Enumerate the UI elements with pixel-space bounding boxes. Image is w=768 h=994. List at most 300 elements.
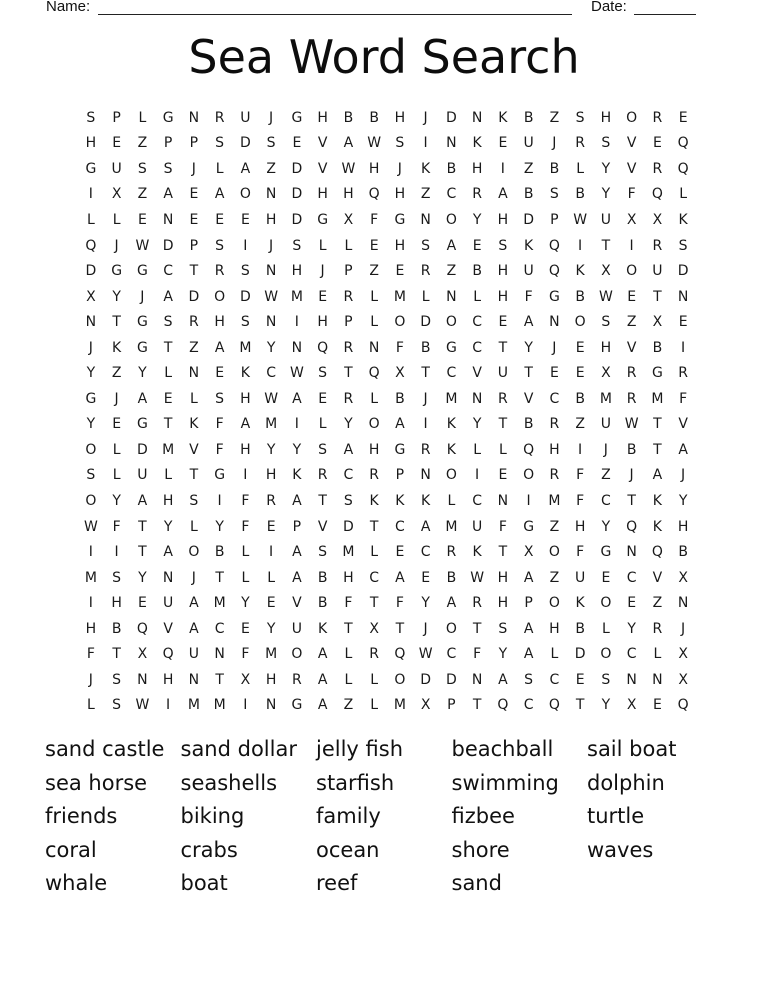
grid-letter[interactable]: C xyxy=(549,390,560,407)
grid-letter[interactable]: I xyxy=(114,544,119,561)
grid-letter[interactable]: O xyxy=(394,314,406,331)
grid-letter[interactable]: E xyxy=(215,211,225,228)
grid-letter[interactable]: E xyxy=(369,237,379,254)
grid-letter[interactable]: F xyxy=(473,646,482,663)
grid-letter[interactable]: K xyxy=(395,492,405,509)
grid-letter[interactable]: V xyxy=(652,569,663,586)
grid-letter[interactable]: A xyxy=(343,135,354,152)
grid-letter[interactable]: X xyxy=(652,314,663,331)
grid-letter[interactable]: Q xyxy=(677,160,689,177)
grid-letter[interactable]: P xyxy=(344,263,353,280)
grid-letter[interactable]: B xyxy=(343,109,354,126)
grid-letter[interactable]: X xyxy=(601,263,611,280)
grid-letter[interactable]: G xyxy=(136,263,148,280)
grid-letter[interactable]: O xyxy=(445,211,457,228)
grid-letter[interactable]: V xyxy=(292,595,302,612)
grid-letter[interactable]: D xyxy=(239,135,251,152)
grid-letter[interactable]: X xyxy=(86,288,96,305)
grid-letter[interactable]: A xyxy=(317,646,328,663)
grid-letter[interactable]: Y xyxy=(472,211,482,228)
grid-letter[interactable]: R xyxy=(369,467,379,484)
grid-letter[interactable]: N xyxy=(626,544,637,561)
grid-letter[interactable]: L xyxy=(344,646,353,663)
grid-letter[interactable]: E xyxy=(189,186,199,203)
grid-letter[interactable]: P xyxy=(292,518,302,535)
grid-letter[interactable]: B xyxy=(214,544,225,561)
grid-letter[interactable]: X xyxy=(369,620,379,637)
grid-letter[interactable]: O xyxy=(291,646,303,663)
grid-letter[interactable]: E xyxy=(240,620,250,637)
grid-letter[interactable]: T xyxy=(163,339,173,356)
grid-letter[interactable]: E xyxy=(575,671,585,688)
grid-letter[interactable]: T xyxy=(112,314,121,331)
grid-letter[interactable]: J xyxy=(552,339,557,356)
grid-letter[interactable]: Z xyxy=(549,569,560,586)
grid-letter[interactable]: E xyxy=(266,595,276,612)
grid-letter[interactable]: Q xyxy=(626,518,638,535)
grid-letter[interactable]: A xyxy=(214,186,225,203)
grid-letter[interactable]: L xyxy=(164,467,173,484)
grid-letter[interactable]: H xyxy=(471,160,483,177)
grid-letter[interactable]: G xyxy=(136,339,148,356)
grid-letter[interactable]: A xyxy=(678,441,688,458)
grid-letter[interactable]: J xyxy=(423,620,428,637)
grid-letter[interactable]: B xyxy=(575,288,585,305)
grid-letter[interactable]: A xyxy=(498,186,508,203)
grid-letter[interactable]: E xyxy=(652,135,662,152)
grid-letter[interactable]: R xyxy=(626,390,637,407)
grid-letter[interactable]: M xyxy=(162,441,175,458)
grid-letter[interactable]: R xyxy=(498,390,508,407)
grid-letter[interactable]: C xyxy=(600,492,611,509)
grid-letter[interactable]: T xyxy=(498,339,508,356)
grid-letter[interactable]: E xyxy=(678,109,688,126)
grid-letter[interactable]: S xyxy=(318,441,328,458)
grid-letter[interactable]: T xyxy=(189,467,199,484)
grid-letter[interactable]: X xyxy=(678,569,688,586)
grid-letter[interactable]: I xyxy=(269,544,274,561)
grid-letter[interactable]: M xyxy=(213,697,226,714)
grid-letter[interactable]: R xyxy=(678,365,688,382)
grid-letter[interactable]: Q xyxy=(85,237,97,254)
grid-letter[interactable]: S xyxy=(189,492,199,509)
grid-letter[interactable]: Z xyxy=(549,518,560,535)
grid-letter[interactable]: A xyxy=(446,237,457,254)
grid-letter[interactable]: E xyxy=(498,467,508,484)
grid-letter[interactable]: C xyxy=(394,518,405,535)
grid-letter[interactable]: F xyxy=(112,518,121,535)
grid-letter[interactable]: T xyxy=(601,237,611,254)
grid-letter[interactable]: N xyxy=(265,186,277,203)
grid-letter[interactable]: T xyxy=(344,620,353,637)
grid-letter[interactable]: X xyxy=(678,646,688,663)
grid-letter[interactable]: M xyxy=(265,646,278,663)
grid-letter[interactable]: T xyxy=(138,518,147,535)
grid-letter[interactable]: E xyxy=(112,416,122,433)
grid-letter[interactable]: Q xyxy=(162,646,174,663)
grid-letter[interactable]: J xyxy=(191,160,196,177)
grid-letter[interactable]: E xyxy=(112,135,122,152)
grid-letter[interactable]: L xyxy=(370,671,379,688)
grid-letter[interactable]: J xyxy=(114,390,119,407)
grid-letter[interactable]: A xyxy=(292,544,302,561)
grid-letter[interactable]: B xyxy=(575,390,585,407)
grid-letter[interactable]: R xyxy=(266,492,276,509)
grid-letter[interactable]: Y xyxy=(266,620,276,637)
grid-letter[interactable]: R xyxy=(575,135,585,152)
grid-letter[interactable]: N xyxy=(265,263,277,280)
grid-letter[interactable]: Z xyxy=(189,339,199,356)
grid-letter[interactable]: J xyxy=(681,620,686,637)
grid-letter[interactable]: O xyxy=(626,109,638,126)
grid-letter[interactable]: T xyxy=(112,646,121,663)
grid-letter[interactable]: N xyxy=(497,492,509,509)
grid-letter[interactable]: Z xyxy=(626,314,637,331)
grid-letter[interactable]: Z xyxy=(266,160,276,177)
grid-letter[interactable]: K xyxy=(472,135,482,152)
grid-letter[interactable]: C xyxy=(446,186,457,203)
grid-letter[interactable]: E xyxy=(395,263,405,280)
grid-letter[interactable]: S xyxy=(215,390,225,407)
grid-letter[interactable]: Y xyxy=(601,518,611,535)
grid-letter[interactable]: R xyxy=(292,671,302,688)
grid-letter[interactable]: K xyxy=(678,211,688,228)
grid-letter[interactable]: R xyxy=(214,263,225,280)
grid-letter[interactable]: F xyxy=(524,288,533,305)
grid-letter[interactable]: T xyxy=(472,620,482,637)
grid-letter[interactable]: L xyxy=(601,620,610,637)
grid-letter[interactable]: E xyxy=(627,288,637,305)
grid-letter[interactable]: L xyxy=(215,160,224,177)
grid-letter[interactable]: S xyxy=(318,544,328,561)
grid-letter[interactable]: O xyxy=(214,288,226,305)
grid-letter[interactable]: W xyxy=(135,697,150,714)
grid-letter[interactable]: M xyxy=(651,390,664,407)
grid-letter[interactable]: S xyxy=(343,492,353,509)
grid-letter[interactable]: H xyxy=(265,671,277,688)
grid-letter[interactable]: U xyxy=(137,467,148,484)
grid-letter[interactable]: H xyxy=(574,518,586,535)
grid-letter[interactable]: E xyxy=(189,211,199,228)
grid-letter[interactable]: I xyxy=(578,237,583,254)
grid-letter[interactable]: B xyxy=(420,339,431,356)
grid-letter[interactable]: Y xyxy=(601,697,611,714)
grid-letter[interactable]: G xyxy=(548,288,560,305)
grid-letter[interactable]: H xyxy=(394,186,406,203)
grid-letter[interactable]: N xyxy=(188,365,200,382)
grid-letter[interactable]: L xyxy=(241,544,250,561)
grid-letter[interactable]: Z xyxy=(601,467,611,484)
grid-letter[interactable]: X xyxy=(137,646,148,663)
grid-letter[interactable]: M xyxy=(393,288,406,305)
grid-letter[interactable]: G xyxy=(523,518,535,535)
grid-letter[interactable]: O xyxy=(85,492,97,509)
grid-letter[interactable]: G xyxy=(291,697,303,714)
grid-letter[interactable]: N xyxy=(85,314,97,331)
grid-letter[interactable]: R xyxy=(472,595,482,612)
grid-letter[interactable]: U xyxy=(497,365,508,382)
grid-letter[interactable]: B xyxy=(446,569,457,586)
grid-letter[interactable]: N xyxy=(626,671,637,688)
grid-letter[interactable]: J xyxy=(114,237,119,254)
grid-letter[interactable]: H xyxy=(549,441,560,458)
grid-letter[interactable]: A xyxy=(189,620,199,637)
grid-letter[interactable]: Y xyxy=(266,441,276,458)
grid-letter[interactable]: H xyxy=(240,390,251,407)
grid-letter[interactable]: S xyxy=(395,135,405,152)
grid-letter[interactable]: L xyxy=(112,441,121,458)
grid-letter[interactable]: Q xyxy=(394,646,406,663)
grid-letter[interactable]: N xyxy=(188,671,200,688)
grid-letter[interactable]: E xyxy=(652,697,662,714)
grid-letter[interactable]: V xyxy=(626,135,637,152)
grid-letter[interactable]: H xyxy=(549,620,560,637)
grid-letter[interactable]: K xyxy=(472,544,482,561)
grid-letter[interactable]: I xyxy=(475,467,480,484)
grid-letter[interactable]: E xyxy=(472,237,482,254)
grid-letter[interactable]: T xyxy=(575,697,585,714)
grid-letter[interactable]: S xyxy=(292,237,302,254)
grid-letter[interactable]: A xyxy=(317,697,328,714)
grid-letter[interactable]: G xyxy=(85,160,97,177)
grid-letter[interactable]: Y xyxy=(678,492,688,509)
grid-letter[interactable]: C xyxy=(472,339,483,356)
grid-letter[interactable]: N xyxy=(265,697,277,714)
grid-letter[interactable]: L xyxy=(370,697,379,714)
grid-letter[interactable]: D xyxy=(420,671,432,688)
grid-letter[interactable]: R xyxy=(652,109,663,126)
grid-letter[interactable]: T xyxy=(138,544,147,561)
grid-letter[interactable]: G xyxy=(111,263,123,280)
grid-letter[interactable]: J xyxy=(140,288,145,305)
grid-letter[interactable]: I xyxy=(88,544,93,561)
grid-letter[interactable]: L xyxy=(653,646,662,663)
grid-letter[interactable]: R xyxy=(343,339,354,356)
grid-letter[interactable]: A xyxy=(292,390,302,407)
grid-letter[interactable]: F xyxy=(395,595,404,612)
grid-letter[interactable]: T xyxy=(498,416,508,433)
grid-letter[interactable]: O xyxy=(548,595,560,612)
grid-letter[interactable]: T xyxy=(318,492,327,509)
grid-letter[interactable]: A xyxy=(214,339,225,356)
grid-letter[interactable]: Q xyxy=(677,697,689,714)
grid-letter[interactable]: A xyxy=(292,492,302,509)
grid-letter[interactable]: H xyxy=(677,518,689,535)
grid-letter[interactable]: W xyxy=(83,518,98,535)
grid-letter[interactable]: D xyxy=(523,211,535,228)
grid-letter[interactable]: U xyxy=(291,620,302,637)
grid-letter[interactable]: Z xyxy=(652,595,663,612)
grid-letter[interactable]: V xyxy=(317,518,328,535)
grid-letter[interactable]: G xyxy=(162,109,174,126)
grid-letter[interactable]: P xyxy=(344,314,353,331)
grid-letter[interactable]: G xyxy=(600,544,612,561)
grid-letter[interactable]: B xyxy=(317,569,328,586)
grid-letter[interactable]: U xyxy=(600,211,611,228)
grid-letter[interactable]: B xyxy=(523,109,534,126)
grid-letter[interactable]: F xyxy=(679,390,688,407)
grid-letter[interactable]: H xyxy=(368,441,380,458)
grid-letter[interactable]: R xyxy=(549,416,560,433)
grid-letter[interactable]: T xyxy=(472,697,482,714)
grid-letter[interactable]: K xyxy=(112,339,122,356)
grid-letter[interactable]: U xyxy=(472,518,483,535)
grid-letter[interactable]: M xyxy=(445,390,458,407)
grid-letter[interactable]: L xyxy=(473,288,482,305)
grid-letter[interactable]: D xyxy=(677,263,689,280)
grid-letter[interactable]: Z xyxy=(137,135,148,152)
grid-letter[interactable]: C xyxy=(163,263,174,280)
grid-letter[interactable]: T xyxy=(524,365,533,382)
grid-letter[interactable]: X xyxy=(626,697,637,714)
grid-letter[interactable]: C xyxy=(626,646,637,663)
grid-letter[interactable]: P xyxy=(524,595,533,612)
grid-letter[interactable]: N xyxy=(420,211,431,228)
grid-letter[interactable]: C xyxy=(626,569,637,586)
grid-letter[interactable]: L xyxy=(164,365,173,382)
grid-letter[interactable]: S xyxy=(215,237,225,254)
grid-letter[interactable]: S xyxy=(215,135,225,152)
grid-letter[interactable]: G xyxy=(136,416,148,433)
grid-letter[interactable]: L xyxy=(267,569,276,586)
grid-letter[interactable]: H xyxy=(317,314,328,331)
grid-letter[interactable]: I xyxy=(681,339,686,356)
grid-letter[interactable]: M xyxy=(393,697,406,714)
grid-letter[interactable]: P xyxy=(189,135,199,152)
grid-letter[interactable]: R xyxy=(652,160,663,177)
grid-letter[interactable]: E xyxy=(575,339,585,356)
grid-letter[interactable]: E xyxy=(678,314,688,331)
grid-letter[interactable]: I xyxy=(88,595,93,612)
grid-letter[interactable]: D xyxy=(445,671,457,688)
grid-letter[interactable]: S xyxy=(86,467,96,484)
grid-letter[interactable]: S xyxy=(524,671,534,688)
grid-letter[interactable]: I xyxy=(88,186,93,203)
grid-letter[interactable]: Z xyxy=(111,365,122,382)
grid-letter[interactable]: R xyxy=(652,237,663,254)
grid-letter[interactable]: G xyxy=(291,109,303,126)
grid-letter[interactable]: A xyxy=(292,569,302,586)
grid-letter[interactable]: H xyxy=(497,211,509,228)
grid-letter[interactable]: Y xyxy=(86,416,96,433)
grid-letter[interactable]: W xyxy=(367,135,382,152)
grid-letter[interactable]: S xyxy=(240,314,250,331)
grid-letter[interactable]: R xyxy=(189,314,199,331)
grid-letter[interactable]: K xyxy=(318,620,328,637)
grid-letter[interactable]: P xyxy=(550,211,559,228)
grid-letter[interactable]: G xyxy=(445,339,457,356)
grid-letter[interactable]: P xyxy=(395,467,405,484)
grid-letter[interactable]: J xyxy=(423,109,428,126)
grid-letter[interactable]: D xyxy=(85,263,97,280)
grid-letter[interactable]: Z xyxy=(343,697,354,714)
grid-letter[interactable]: C xyxy=(472,314,483,331)
grid-letter[interactable]: C xyxy=(343,467,354,484)
grid-letter[interactable]: E xyxy=(240,211,250,228)
grid-letter[interactable]: H xyxy=(497,569,509,586)
grid-letter[interactable]: F xyxy=(627,186,636,203)
grid-letter[interactable]: M xyxy=(213,595,226,612)
grid-letter[interactable]: U xyxy=(523,263,534,280)
grid-letter[interactable]: N xyxy=(162,211,174,228)
grid-letter[interactable]: O xyxy=(394,671,406,688)
grid-letter[interactable]: K xyxy=(240,365,250,382)
grid-letter[interactable]: E xyxy=(215,365,225,382)
grid-letter[interactable]: Z xyxy=(420,186,431,203)
grid-letter[interactable]: G xyxy=(394,441,406,458)
grid-letter[interactable]: Y xyxy=(627,620,636,637)
grid-letter[interactable]: W xyxy=(264,390,279,407)
grid-letter[interactable]: L xyxy=(550,646,559,663)
grid-letter[interactable]: N xyxy=(471,390,483,407)
grid-letter[interactable]: G xyxy=(136,314,148,331)
grid-letter[interactable]: L xyxy=(112,211,121,228)
grid-letter[interactable]: Q xyxy=(136,620,148,637)
grid-letter[interactable]: L xyxy=(86,211,95,228)
grid-letter[interactable]: E xyxy=(498,314,508,331)
grid-letter[interactable]: I xyxy=(423,416,428,433)
grid-letter[interactable]: H xyxy=(394,109,406,126)
grid-letter[interactable]: B xyxy=(678,544,688,561)
grid-letter[interactable]: H xyxy=(497,263,509,280)
grid-letter[interactable]: Y xyxy=(112,492,121,509)
grid-letter[interactable]: N xyxy=(162,569,174,586)
grid-letter[interactable]: L xyxy=(241,569,250,586)
grid-letter[interactable]: E xyxy=(395,544,405,561)
grid-letter[interactable]: H xyxy=(265,211,277,228)
grid-letter[interactable]: S xyxy=(163,314,173,331)
grid-letter[interactable]: L xyxy=(86,697,95,714)
grid-letter[interactable]: H xyxy=(600,339,612,356)
grid-letter[interactable]: V xyxy=(189,441,199,458)
grid-letter[interactable]: F xyxy=(576,492,585,509)
grid-letter[interactable]: C xyxy=(446,365,457,382)
grid-letter[interactable]: A xyxy=(343,441,354,458)
grid-letter[interactable]: T xyxy=(369,518,379,535)
grid-letter[interactable]: O xyxy=(188,544,200,561)
grid-letter[interactable]: S xyxy=(112,671,122,688)
grid-letter[interactable]: B xyxy=(446,160,457,177)
grid-letter[interactable]: Y xyxy=(601,160,611,177)
grid-letter[interactable]: G xyxy=(85,390,97,407)
grid-letter[interactable]: E xyxy=(318,390,328,407)
grid-letter[interactable]: W xyxy=(418,646,433,663)
grid-letter[interactable]: N xyxy=(471,671,483,688)
grid-letter[interactable]: F xyxy=(344,595,353,612)
grid-letter[interactable]: J xyxy=(269,237,274,254)
grid-letter[interactable]: K xyxy=(652,492,662,509)
grid-letter[interactable]: F xyxy=(86,646,95,663)
grid-letter[interactable]: Y xyxy=(215,518,224,535)
grid-letter[interactable]: U xyxy=(575,569,586,586)
grid-letter[interactable]: H xyxy=(240,441,251,458)
grid-letter[interactable]: O xyxy=(445,314,457,331)
grid-letter[interactable]: E xyxy=(575,365,585,382)
grid-letter[interactable]: T xyxy=(189,263,199,280)
grid-letter[interactable]: J xyxy=(681,467,686,484)
grid-letter[interactable]: R xyxy=(317,467,328,484)
grid-letter[interactable]: Q xyxy=(677,135,689,152)
grid-letter[interactable]: H xyxy=(162,492,174,509)
grid-letter[interactable]: O xyxy=(574,314,586,331)
grid-letter[interactable]: F xyxy=(576,544,585,561)
grid-letter[interactable]: V xyxy=(626,160,637,177)
grid-letter[interactable]: K xyxy=(292,467,302,484)
grid-letter[interactable]: Q xyxy=(548,237,560,254)
grid-letter[interactable]: S xyxy=(112,697,122,714)
grid-letter[interactable]: X xyxy=(343,211,354,228)
grid-letter[interactable]: M xyxy=(84,569,97,586)
